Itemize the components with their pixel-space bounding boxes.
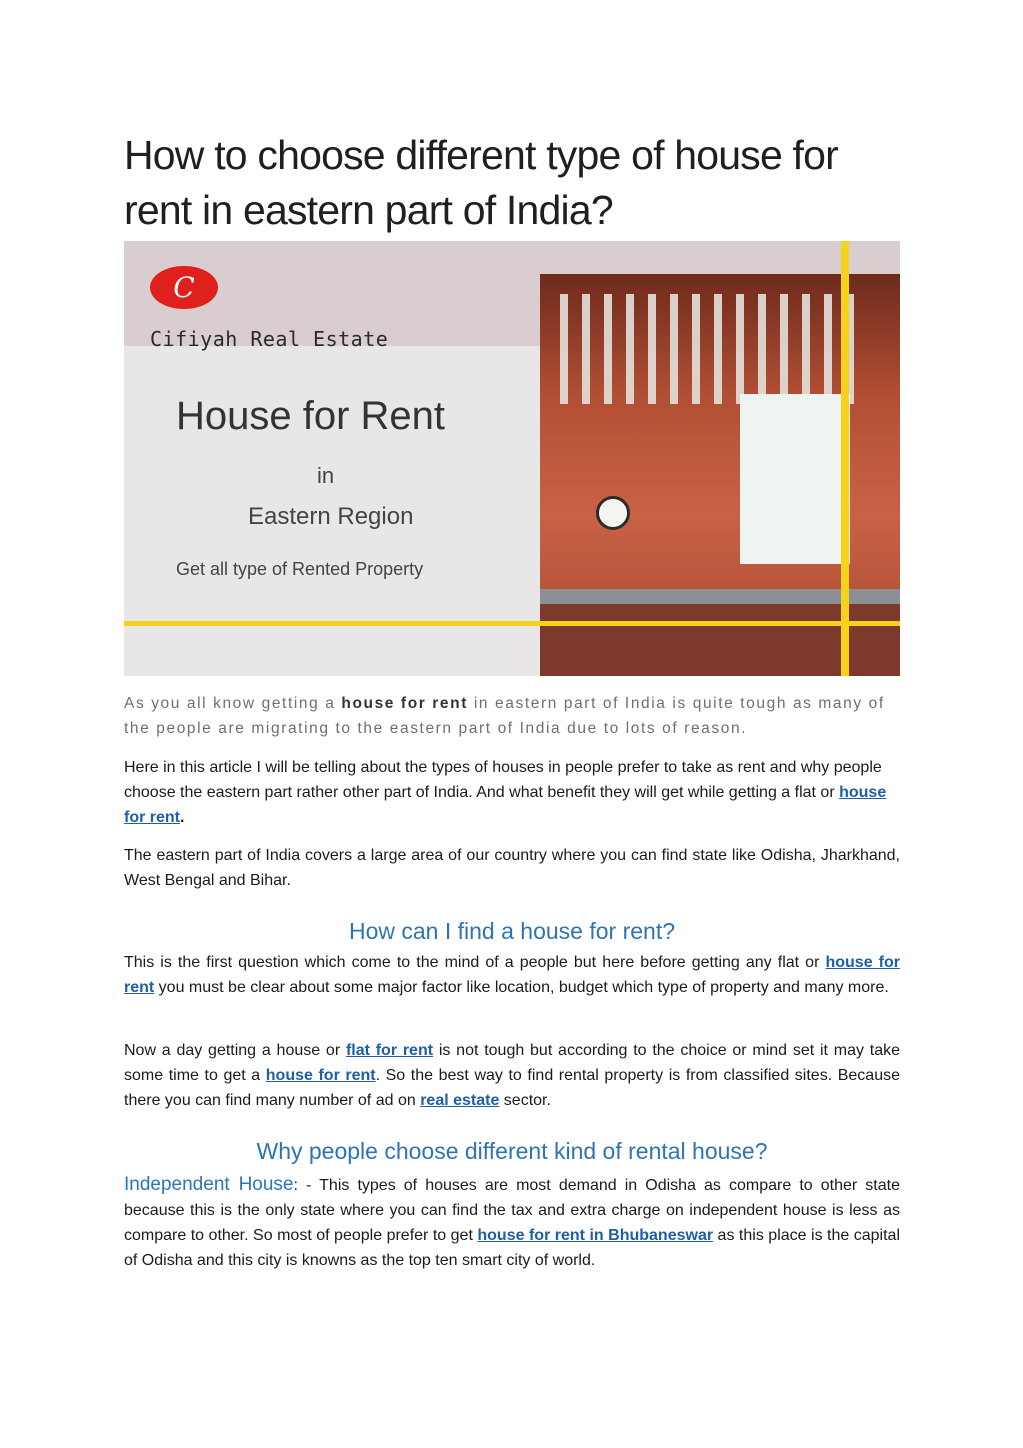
link-house-for-rent-bhubaneswar[interactable]: house for rent in Bhubaneswar	[477, 1227, 714, 1244]
intro-bold: house for rent	[341, 695, 468, 712]
p4-text-1: Now a day getting a house or	[124, 1042, 346, 1059]
p5-text-2: as this place is the capital of Odisha and this city is knowns as the top ten smart city of world.	[124, 1227, 901, 1269]
banner-yellow-line-horizontal	[124, 621, 900, 626]
paragraph-article	[124, 755, 900, 830]
p5-text-1: : - This types of houses are most demand in Odisha as compare to other state because this is the only state where you can find the tax and extra charge on independent house is less as compare to other. So most of people prefer to get	[124, 1177, 900, 1244]
p4-text-2: is not tough but according to the choice or mind set it may take some time to get a	[124, 1042, 901, 1084]
link-house-for-rent-3[interactable]: house for rent	[265, 1067, 376, 1084]
p4-text-3: . So the best way to find rental property is from classified sites. Because there you can find many number of ad on	[124, 1067, 900, 1109]
p1-end: .	[180, 809, 185, 826]
intro-text: As you all know getting a	[124, 695, 342, 712]
banner-image	[124, 241, 900, 676]
link-flat-for-rent[interactable]: flat for rent	[345, 1042, 434, 1059]
banner-yellow-line-vertical	[841, 241, 849, 676]
photo-pergola	[560, 294, 860, 404]
paragraph-independent-house	[124, 1172, 900, 1273]
p3-end: you must be clear about some major factor like location, budget which type of property and many more.	[154, 979, 889, 996]
logo-icon: C	[150, 266, 218, 309]
independent-house-label: Independent House	[124, 1174, 294, 1195]
page-title: How to choose different type of house for rent in eastern part of India?	[124, 132, 839, 233]
paragraph-eastern: The eastern part of India covers a large area of our country where you can find state like Odisha, Jharkhand, West Bengal and Bihar.	[124, 847, 900, 889]
paragraph-first-question	[124, 950, 900, 1000]
intro-paragraph	[124, 691, 900, 741]
banner-in: in	[317, 463, 335, 488]
p4-text-4: sector.	[499, 1092, 551, 1109]
intro-text-end: in eastern part of India is quite tough as many of the people are migrating to the eastern part of India due to lots of reason.	[124, 695, 885, 737]
link-real-estate[interactable]: real estate	[420, 1092, 500, 1109]
link-house-for-rent[interactable]: house for rent	[124, 784, 887, 826]
banner-subtitle: Get all type of Rented Property	[176, 559, 424, 579]
banner-region: Eastern Region	[248, 503, 414, 530]
link-house-for-rent-2[interactable]: house for rent	[124, 954, 901, 996]
heading-why-choose: Why people choose different kind of rental house?	[256, 1138, 768, 1164]
banner-heading: House for Rent	[176, 394, 446, 438]
heading-find-house: How can I find a house for rent?	[348, 918, 676, 944]
paragraph-now-a-day	[124, 1038, 900, 1113]
p3-text: This is the first question which come to the mind of a people but here before getting any flat or	[124, 954, 826, 971]
photo-doorway	[740, 394, 850, 564]
p1-text: Here in this article I will be telling about the types of houses in people prefer to take as rent and why people choose the eastern part rather other part of India. And what benefit they will get while getting a flat or	[124, 759, 882, 801]
banner-brand: Cifiyah Real Estate	[150, 327, 389, 351]
clock-icon	[596, 496, 630, 530]
